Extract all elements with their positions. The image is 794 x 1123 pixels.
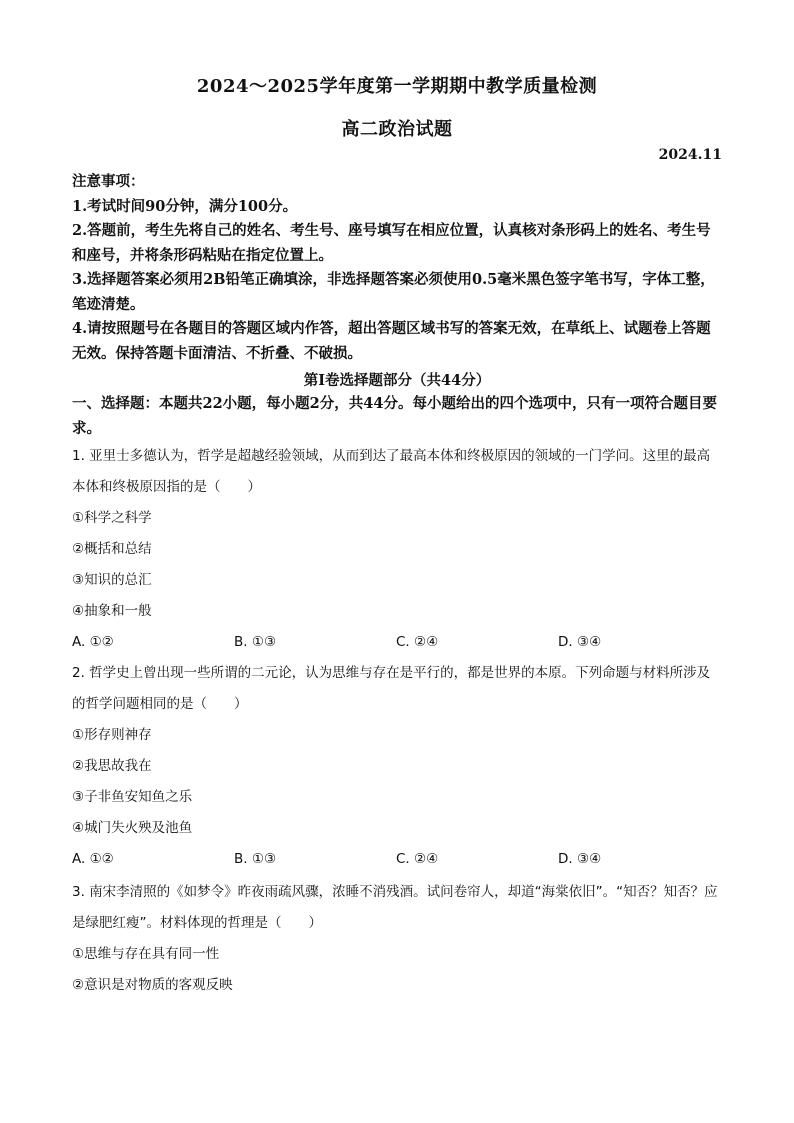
option-c: C. ②④ xyxy=(396,851,439,867)
option-c: C. ②④ xyxy=(396,634,439,650)
option-b: B. ①③ xyxy=(234,634,277,650)
section-intro: 一、选择题：本题共22小题，每小题2分，共44分。每小题给出的四个选项中，只有一项符合题目要求。 xyxy=(72,395,717,437)
note-item: 3.选择题答案必须用2B铅笔正确填涂，非选择题答案必须使用0.5毫米黑色签字笔书写，字体工整，笔迹清楚。 xyxy=(72,271,715,313)
note-item: 2.答题前，考生先将自己的姓名、考生号、座号填写在相应位置，认真核对条形码上的姓名、考生号和座号，并将条形码粘贴在指定位置上。 xyxy=(72,222,711,264)
note-item: 4.请按照题号在各题目的答题区域内作答，超出答题区域书写的答案无效，在草纸上、试题卷上答题无效。保持答题卡面清洁、不折叠、不破损。 xyxy=(72,320,711,362)
question-statement: ①科学之科学 xyxy=(72,510,152,526)
answer-options xyxy=(72,627,722,658)
question-3 xyxy=(72,877,722,1001)
question-statement: ②我思故我在 xyxy=(72,758,152,774)
question-stem: 2. 哲学史上曾出现一些所谓的二元论，认为思维与存在是平行的，都是世界的本原。下列命题与材料所涉及的哲学问题相同的是（ ） xyxy=(72,665,711,712)
option-d: D. ③④ xyxy=(558,634,602,650)
answer-options xyxy=(72,844,722,875)
option-d: D. ③④ xyxy=(558,851,602,867)
notes-heading: 注意事项： xyxy=(72,173,145,190)
exam-title: 2024～2025学年度第一学期期中教学质量检测 xyxy=(196,76,598,97)
option-a: A. ①② xyxy=(72,634,114,650)
question-2 xyxy=(72,658,722,875)
question-statement: ①形存则神存 xyxy=(72,727,152,743)
section-title: 第Ⅰ卷选择题部分（共44分） xyxy=(303,372,491,389)
question-stem: 3. 南宋李清照的《如梦令》昨夜雨疏风骤，浓睡不消残酒。试问卷帘人，却道“海棠依旧”。“知否？知否？应是绿肥红瘦”。材料体现的哲理是（ ） xyxy=(72,884,718,931)
question-statement: ③子非鱼安知鱼之乐 xyxy=(72,789,193,805)
exam-subtitle: 高二政治试题 xyxy=(341,119,453,140)
question-statement: ①思维与存在具有同一性 xyxy=(72,946,220,962)
notes-block xyxy=(72,170,722,366)
note-item: 1.考试时间90分钟，满分100分。 xyxy=(72,197,298,215)
question-statement: ②意识是对物质的客观反映 xyxy=(72,977,233,993)
question-statement: ④城门失火殃及池鱼 xyxy=(72,820,193,836)
exam-date: 2024.11 xyxy=(658,147,722,163)
question-statement: ②概括和总结 xyxy=(72,541,152,557)
option-a: A. ①② xyxy=(72,851,114,867)
option-b: B. ①③ xyxy=(234,851,277,867)
question-statement: ③知识的总汇 xyxy=(72,572,152,588)
question-statement: ④抽象和一般 xyxy=(72,603,152,619)
question-stem: 1. 亚里士多德认为，哲学是超越经验领域，从而到达了最高本体和终极原因的领域的一门学问。这里的最高本体和终极原因指的是（ ） xyxy=(72,448,711,495)
question-1 xyxy=(72,441,722,658)
